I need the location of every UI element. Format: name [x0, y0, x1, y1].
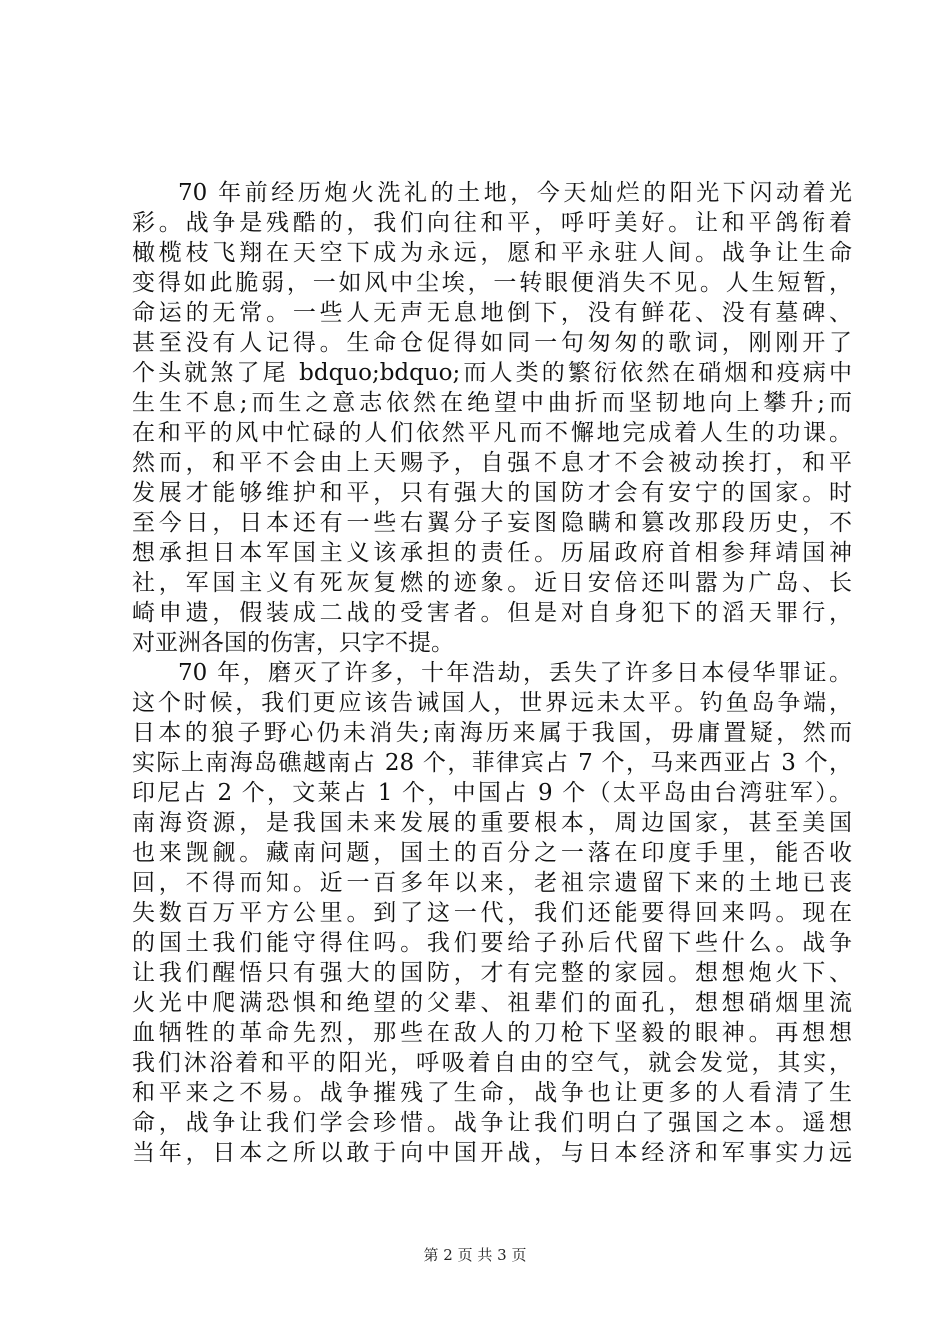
text-line: 失数百万平方公里。到了这一代，我们还能要得回来吗。现在 [132, 900, 852, 926]
text-line: 火光中爬满恐惧和绝望的父辈、祖辈们的面孔，想想硝烟里流 [132, 990, 852, 1016]
text-line: 想承担日本军国主义该承担的责任。历届政府首相参拜靖国神 [132, 540, 852, 566]
text-line: 实际上南海岛礁越南占 28 个，菲律宾占 7 个，马来西亚占 3 个， [132, 750, 852, 776]
text-line: 对亚洲各国的伤害，只字不提。 [132, 630, 454, 656]
text-line: 的国土我们能守得住吗。我们要给子孙后代留下些什么。战争 [132, 930, 852, 956]
text-line: 回，不得而知。近一百多年以来，老祖宗遗留下来的土地已丧 [132, 870, 852, 896]
text-line: 印尼占 2 个，文莱占 1 个，中国占 9 个（太平岛由台湾驻军）。 [132, 780, 852, 806]
text-line: 70 年前经历炮火洗礼的土地，今天灿烂的阳光下闪动着光 [178, 180, 852, 206]
text-line: 命运的无常。一些人无声无息地倒下，没有鲜花、没有墓碑、 [132, 300, 852, 326]
paragraph-2 [132, 658, 852, 1168]
text-line: 彩。战争是残酷的，我们向往和平，呼吁美好。让和平鸽衔着 [132, 210, 852, 236]
text-line: 血牺牲的革命先烈，那些在敌人的刀枪下坚毅的眼神。再想想 [132, 1020, 852, 1046]
text-line: 我们沐浴着和平的阳光，呼吸着自由的空气，就会发觉，其实， [132, 1050, 852, 1076]
text-line: 甚至没有人记得。生命仓促得如同一句匆匆的歌词，刚刚开了 [132, 330, 852, 356]
text-line: 发展才能够维护和平，只有强大的国防才会有安宁的国家。时 [132, 480, 852, 506]
page-number-indicator: 第 2 页 共 3 页 [423, 1246, 527, 1264]
text-line: 崎申遗，假装成二战的受害者。但是对自身犯下的滔天罪行， [132, 600, 852, 626]
text-line: 和平来之不易。战争摧残了生命，战争也让更多的人看清了生 [132, 1080, 852, 1106]
text-line: 也来觊觎。藏南问题，国土的百分之一落在印度手里，能否收 [132, 840, 852, 866]
text-line: 变得如此脆弱，一如风中尘埃，一转眼便消失不见。人生短暂， [132, 270, 852, 296]
text-line: 日本的狼子野心仍未消失;南海历来属于我国，毋庸置疑，然而 [132, 720, 852, 746]
page-footer [0, 1245, 950, 1265]
text-line: 这个时候，我们更应该告诫国人，世界远未太平。钓鱼岛争端， [132, 690, 852, 716]
text-line: 橄榄枝飞翔在天空下成为永远，愿和平永驻人间。战争让生命 [132, 240, 852, 266]
text-line: 让我们醒悟只有强大的国防，才有完整的家园。想想炮火下、 [132, 960, 852, 986]
text-line: 在和平的风中忙碌的人们依然平凡而不懈地完成着人生的功课。 [132, 420, 852, 446]
text-line: 70 年，磨灭了许多，十年浩劫，丢失了许多日本侵华罪证。 [178, 660, 852, 686]
text-line: 南海资源，是我国未来发展的重要根本，周边国家，甚至美国 [132, 810, 852, 836]
text-line: 社，军国主义有死灰复燃的迹象。近日安倍还叫嚣为广岛、长 [132, 570, 852, 596]
text-line: 至今日，日本还有一些右翼分子妄图隐瞒和篡改那段历史，不 [132, 510, 852, 536]
paragraph-1 [132, 178, 852, 658]
text-line: 然而，和平不会由上天赐予，自强不息才不会被动挨打，和平 [132, 450, 852, 476]
text-line: 命，战争让我们学会珍惜。战争让我们明白了强国之本。遥想 [132, 1110, 852, 1136]
text-line: 生生不息;而生之意志依然在绝望中曲折而坚韧地向上攀升;而 [132, 390, 852, 416]
document-body [132, 178, 852, 1168]
text-line: 个头就煞了尾 bdquo;bdquo;而人类的繁衍依然在硝烟和疫病中 [132, 360, 852, 386]
text-line: 当年，日本之所以敢于向中国开战，与日本经济和军事实力远 [132, 1140, 852, 1166]
